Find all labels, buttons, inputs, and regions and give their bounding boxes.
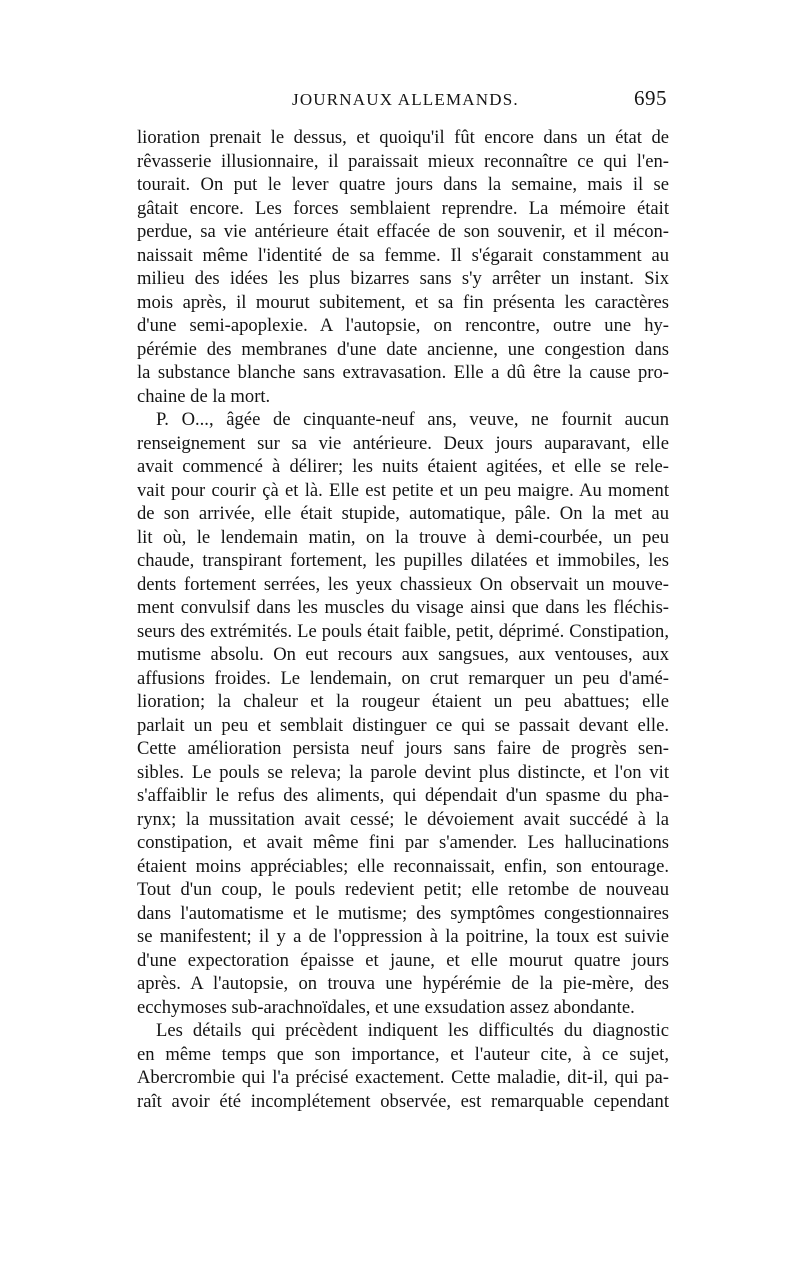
- text-line: ecchymoses sub-arachnoïdales, et une exsudation assez abondante.: [137, 996, 635, 1018]
- text-line: dans l'automatisme et le mutisme; des symptômes congestionnaires: [137, 902, 669, 924]
- text-line: avait commencé à délirer; les nuits étaient agitées, et elle se rele-: [137, 456, 669, 477]
- text-line: parlait un peu et semblait distinguer ce qui se passait devant elle.: [137, 714, 669, 736]
- text-line: rêvasserie illusionnaire, il paraissait mieux reconnaître ce qui l'en-: [137, 150, 669, 172]
- text-line: pérémie des membranes d'une date ancienne, une congestion dans: [137, 338, 669, 360]
- text-line: seurs des extrémités. Le pouls était faible, petit, déprimé. Constipation,: [137, 620, 669, 642]
- text-line: constipation, et avait même fini par s'amender. Les hallucinations: [137, 832, 669, 853]
- text-line: mutisme absolu. On eut recours aux sangsues, aux ventouses, aux: [137, 644, 669, 665]
- text-line: milieu des idées les plus bizarres sans s'y arrêter un instant. Six: [137, 268, 669, 289]
- text-line: Cette amélioration persista neuf jours sans faire de progrès sen-: [137, 738, 669, 759]
- text-line: renseignement sur sa vie antérieure. Deux jours auparavant, elle: [137, 432, 669, 454]
- text-line: de son arrivée, elle était stupide, automatique, pâle. On la met au: [137, 503, 669, 524]
- text-line: la substance blanche sans extravasation. Elle a dû être la cause pro-: [137, 362, 669, 383]
- text-line: s'affaiblir le refus des aliments, qui dépendait d'un spasme du pha-: [137, 785, 669, 806]
- text-line: d'une semi-apoplexie. A l'autopsie, on rencontre, outre une hy-: [137, 315, 669, 336]
- text-line: chaine de la mort.: [137, 385, 271, 407]
- text-line: d'une expectoration épaisse et jaune, et elle mourut quatre jours: [137, 949, 669, 971]
- text-line: perdue, sa vie antérieure était effacée de son souvenir, et il mécon-: [137, 221, 669, 242]
- text-line: Abercrombie qui l'a précisé exactement. Cette maladie, dit-il, qui pa-: [137, 1067, 669, 1088]
- text-line: tourait. On put le lever quatre jours dans la semaine, mais il se: [137, 174, 669, 195]
- text-line: se manifestent; il y a de l'oppression à la poitrine, la toux est suivie: [137, 926, 669, 947]
- text-line: affusions froides. Le lendemain, on crut remarquer un peu d'amé-: [137, 667, 669, 689]
- text-line: dents fortement serrées, les yeux chassieux On observait un mouve-: [137, 573, 669, 595]
- text-line: ment convulsif dans les muscles du visage ainsi que dans les fléchis-: [137, 597, 669, 618]
- text-line: sibles. Le pouls se releva; la parole devint plus distincte, et l'on vit: [137, 761, 669, 783]
- text-line: Tout d'un coup, le pouls redevient petit; elle retombe de nouveau: [137, 879, 669, 900]
- text-line: chaude, transpirant fortement, les pupilles dilatées et immobiles, les: [137, 550, 669, 571]
- text-line: naissait même l'identité de sa femme. Il s'égarait constamment au: [137, 244, 669, 266]
- text-line: lit où, le lendemain matin, on la trouve à demi-courbée, un peu: [137, 526, 669, 548]
- text-line: en même temps que son importance, et l'auteur cite, à ce sujet,: [137, 1043, 669, 1065]
- text-line: vait pour courir çà et là. Elle est petite et un peu maigre. Au moment: [137, 479, 669, 501]
- text-line: gâtait encore. Les forces semblaient reprendre. La mémoire était: [137, 197, 669, 219]
- text-line: Les détails qui précèdent indiquent les difficultés du diagnostic: [156, 1020, 669, 1041]
- body-text: [137, 126, 669, 1113]
- page-number: 695: [634, 86, 667, 110]
- text-line: P. O..., âgée de cinquante-neuf ans, veuve, ne fournit aucun: [156, 409, 669, 430]
- text-line: raît avoir été incomplétement observée, est remarquable cependant: [137, 1090, 669, 1112]
- text-line: lioration; la chaleur et la rougeur étaient un peu abattues; elle: [137, 691, 669, 712]
- running-head: [137, 86, 667, 116]
- text-line: après. A l'autopsie, on trouva une hypérémie de la pie-mère, des: [137, 973, 669, 994]
- text-line: rynx; la mussitation avait cessé; le dévoiement avait succédé à la: [137, 808, 669, 830]
- text-line: mois après, il mourut subitement, et sa fin présenta les caractères: [137, 291, 669, 313]
- running-title: JOURNAUX ALLEMANDS.: [292, 90, 519, 109]
- text-line: lioration prenait le dessus, et quoiqu'il fût encore dans un état de: [137, 127, 669, 148]
- text-line: étaient moins appréciables; elle reconnaissait, enfin, son entourage.: [137, 855, 669, 877]
